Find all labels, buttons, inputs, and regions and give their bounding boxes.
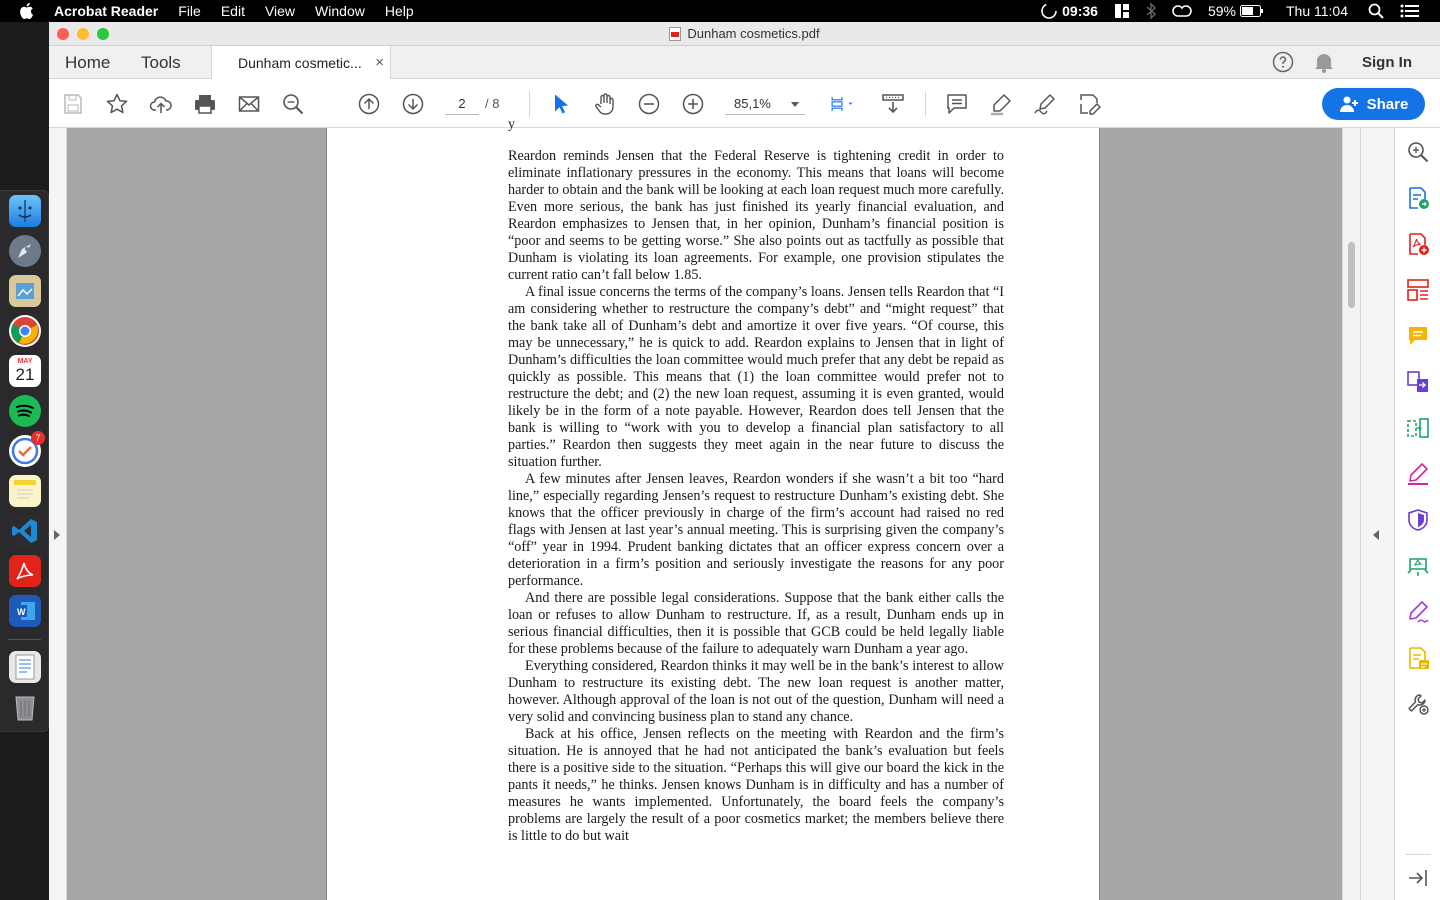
save-icon[interactable] <box>61 92 85 116</box>
menu-bar <box>0 0 1440 22</box>
preview-icon[interactable] <box>9 275 41 307</box>
more-tools-icon[interactable] <box>1406 692 1430 716</box>
close-window-button[interactable] <box>57 28 69 40</box>
trash-icon[interactable] <box>9 691 41 723</box>
sign-pen-icon[interactable] <box>1033 92 1057 116</box>
next-page-icon[interactable] <box>401 92 425 116</box>
highlight-pen-icon[interactable] <box>989 92 1013 116</box>
zoom-window-button[interactable] <box>97 28 109 40</box>
notification-center-icon[interactable] <box>1400 3 1420 19</box>
print-icon[interactable] <box>193 92 217 116</box>
tab-bar <box>49 46 1440 79</box>
launchpad-icon[interactable] <box>9 235 41 267</box>
calendar-day: 21 <box>15 364 35 384</box>
menu-window[interactable]: Window <box>315 3 365 19</box>
share-button[interactable] <box>1322 88 1425 120</box>
hand-tool-icon[interactable] <box>593 92 617 116</box>
share-label: Share <box>1366 95 1409 113</box>
menu-app-name[interactable]: Acrobat Reader <box>54 3 159 19</box>
pdf-file-icon <box>669 27 681 41</box>
paragraph: A final issue concerns the terms of the company’s loans. Jensen tells Reardon that “I am considering whether to restructure the company’s debt” and “might request” that the bank take all of Dunham’s debt and amortize it over five years. “Of course, this may be unnecessary,” he is quick to add. Reardon explains to Jensen that in light of Dunham’s difficulties the loan committee would much prefer that any debt be repaid as quickly as possible. This means that (1) the loan committee would prefer not to restructure the debt; and (2) the new loan request, assuming it is even granted, would likely be in the form of a note payable. However, Reardon does tell Jensen that the bank is willing to “work with you to develop a financial plan satisfactory to all parties.” Reardon then suggests they meet again in the near future to discuss the situation further. <box>508 284 1004 470</box>
page-total: / 8 <box>485 96 500 111</box>
minimize-window-button[interactable] <box>77 28 89 40</box>
upload-cloud-icon[interactable] <box>149 92 173 116</box>
menu-edit[interactable]: Edit <box>220 3 245 19</box>
email-icon[interactable] <box>237 92 261 116</box>
zoom-value: 85,1% <box>734 96 771 111</box>
right-panel-collapse[interactable] <box>1360 128 1394 900</box>
document-viewer[interactable] <box>67 117 1360 900</box>
word-icon[interactable] <box>9 595 41 627</box>
menu-file[interactable]: File <box>178 3 201 19</box>
paragraph: A few minutes after Jensen leaves, Reardon wonders if she wasn’t a bit too “hard line,” especially regarding Jensen’s request to restructure Dunham’s existing debt. She knows that the officer previously in charge of the firm’s account had raised no red flags with Jensen at last year’s annual meeting. This is surprising given the company’s “off” year in 1994. Prudent banking dictates that an officer express concern over a deterioration in a firm’s position and seriously investigate the reasons for any poor performance. <box>508 471 1004 589</box>
zoom-out-icon[interactable] <box>637 92 661 116</box>
scrolling-mode-icon[interactable] <box>881 92 905 116</box>
page-display-mode-icon[interactable] <box>825 92 859 116</box>
document-text <box>508 148 1004 845</box>
bookmark-star-icon[interactable] <box>105 92 129 116</box>
reminders-icon[interactable] <box>9 435 41 467</box>
certificates-icon[interactable] <box>1406 646 1430 670</box>
vscode-icon[interactable] <box>9 515 41 547</box>
battery-percent: 59% <box>1207 3 1236 19</box>
notes-icon[interactable] <box>9 475 41 507</box>
clock-text[interactable]: Thu 11:04 <box>1285 3 1348 19</box>
layout-icon[interactable] <box>1114 3 1130 19</box>
select-cursor-icon[interactable] <box>549 92 573 116</box>
apple-icon[interactable] <box>18 2 40 20</box>
enhance-scan-icon[interactable] <box>1406 140 1430 164</box>
fill-and-sign-icon[interactable] <box>1406 462 1430 486</box>
comment-icon[interactable] <box>945 92 969 116</box>
scrollbar-thumb[interactable] <box>1348 242 1355 308</box>
export-pdf-icon[interactable] <box>1406 186 1430 210</box>
comment-tool-icon[interactable] <box>1406 324 1430 348</box>
creative-cloud-icon[interactable] <box>1172 4 1192 18</box>
close-tab-icon[interactable]: × <box>375 54 384 71</box>
timer-icon <box>1040 2 1058 20</box>
finder-icon[interactable] <box>9 195 41 227</box>
title-bar <box>49 22 1440 46</box>
calendar-icon[interactable] <box>9 355 41 387</box>
previous-line-fragment: y <box>508 117 515 132</box>
help-icon[interactable] <box>1271 50 1295 79</box>
organize-pages-icon[interactable] <box>1406 416 1430 440</box>
vertical-scrollbar[interactable] <box>1342 128 1360 900</box>
collapse-tools-pane-icon[interactable] <box>1406 866 1430 890</box>
chrome-icon[interactable] <box>9 315 41 347</box>
svg-text:W: W <box>17 607 26 617</box>
tools-pane-divider <box>1405 854 1431 855</box>
expand-left-panel-icon[interactable] <box>54 530 60 540</box>
menu-help[interactable]: Help <box>384 3 414 19</box>
acrobat-window <box>49 22 1440 900</box>
acrobat-dock-icon[interactable] <box>9 555 41 587</box>
bluetooth-icon[interactable] <box>1146 3 1156 19</box>
battery-icon <box>1240 5 1264 17</box>
tools-pane <box>1394 128 1440 900</box>
notifications-bell-icon[interactable] <box>1313 50 1335 79</box>
paragraph: And there are possible legal considerations. Suppose that the bank either calls the loan or refuses to allow Dunham to restructure. If, as a result, Dunham ends up in serious financial difficulties, then it is possible that GCB could be held legally liable for these problems because of the failure to adequately warn Dunham a year ago. <box>508 590 1004 657</box>
timer-text: 09:36 <box>1062 3 1098 19</box>
fill-sign-icon[interactable] <box>1077 92 1101 116</box>
search-icon[interactable] <box>1368 3 1384 19</box>
document-stack-icon[interactable] <box>9 651 41 683</box>
tab-home[interactable]: Home <box>65 52 111 72</box>
collapse-right-panel-icon[interactable] <box>1373 530 1379 540</box>
spotify-icon[interactable] <box>9 395 41 427</box>
zoom-in-icon[interactable] <box>681 92 705 116</box>
previous-page-icon[interactable] <box>357 92 381 116</box>
paragraph: Back at his office, Jensen reflects on the meeting with Reardon and the firm’s situation. He is annoyed that he had not anticipated the bank’s evaluation but feels there is a positive side to the situation. “Perhaps this will give our board the kick in the pants it needs,” he thinks. Jensen knows Dunham is in difficulty and has a number of measures he wants implemented. Unfortunately, the board feels the company’s problems are largely the result of a poor cosmetics market; the members believe there is little to do but wait <box>508 726 1004 844</box>
combine-files-icon[interactable] <box>1406 370 1430 394</box>
request-signatures-icon[interactable] <box>1406 600 1430 624</box>
paragraph: Everything considered, Reardon thinks it may well be in the bank’s interest to allow Dunham to restructure its existing debt. The new loan request is another matter, however. Although approval of the loan is not out of the question, Dunham will need a very solid and convincing business plan to stand any chance. <box>508 658 1004 725</box>
zoom-select[interactable] <box>725 93 805 115</box>
paragraph: Reardon reminds Jensen that the Federal Reserve is tightening credit in order to eliminate inflationary pressures in the economy. This means that loans will become harder to obtain and the bank will be looking at each loan request much more carefully. Even more serious, the bank has just finished its yearly financial evaluation, and Reardon emphasizes to Jensen that, in her opinion, Dunham’s financial position is “poor and seems to be getting worse.” She also points out as tactfully as possible that Dunham is violating its loan agreements. For example, one provision stipulates the current ratio can’t fall below 1.85. <box>508 148 1004 283</box>
search-document-icon[interactable] <box>281 92 305 116</box>
edit-pdf-icon[interactable] <box>1406 278 1430 302</box>
dock <box>0 190 49 732</box>
toolbar <box>49 79 1440 128</box>
tab-document[interactable] <box>211 46 391 80</box>
zoom-dropdown-icon <box>791 102 799 107</box>
send-for-comments-icon[interactable] <box>1406 554 1430 578</box>
sign-in-button[interactable]: Sign In <box>1362 54 1412 71</box>
create-pdf-icon[interactable] <box>1406 232 1430 256</box>
window-title: Dunham cosmetics.pdf <box>687 26 820 41</box>
reminders-badge: 7 <box>31 431 45 445</box>
tab-tools[interactable]: Tools <box>141 52 181 72</box>
timer-status[interactable] <box>1040 2 1098 20</box>
battery-status[interactable] <box>1208 3 1264 19</box>
page-number-input[interactable]: 2 <box>445 93 479 115</box>
left-panel-collapse[interactable] <box>49 128 67 900</box>
pdf-page <box>326 117 1100 900</box>
protect-shield-icon[interactable] <box>1406 508 1430 532</box>
calendar-month: MAY <box>17 357 33 365</box>
menu-view[interactable]: View <box>264 3 296 19</box>
add-person-icon <box>1339 95 1359 113</box>
document-tab-label: Dunham cosmetic... <box>238 55 362 71</box>
